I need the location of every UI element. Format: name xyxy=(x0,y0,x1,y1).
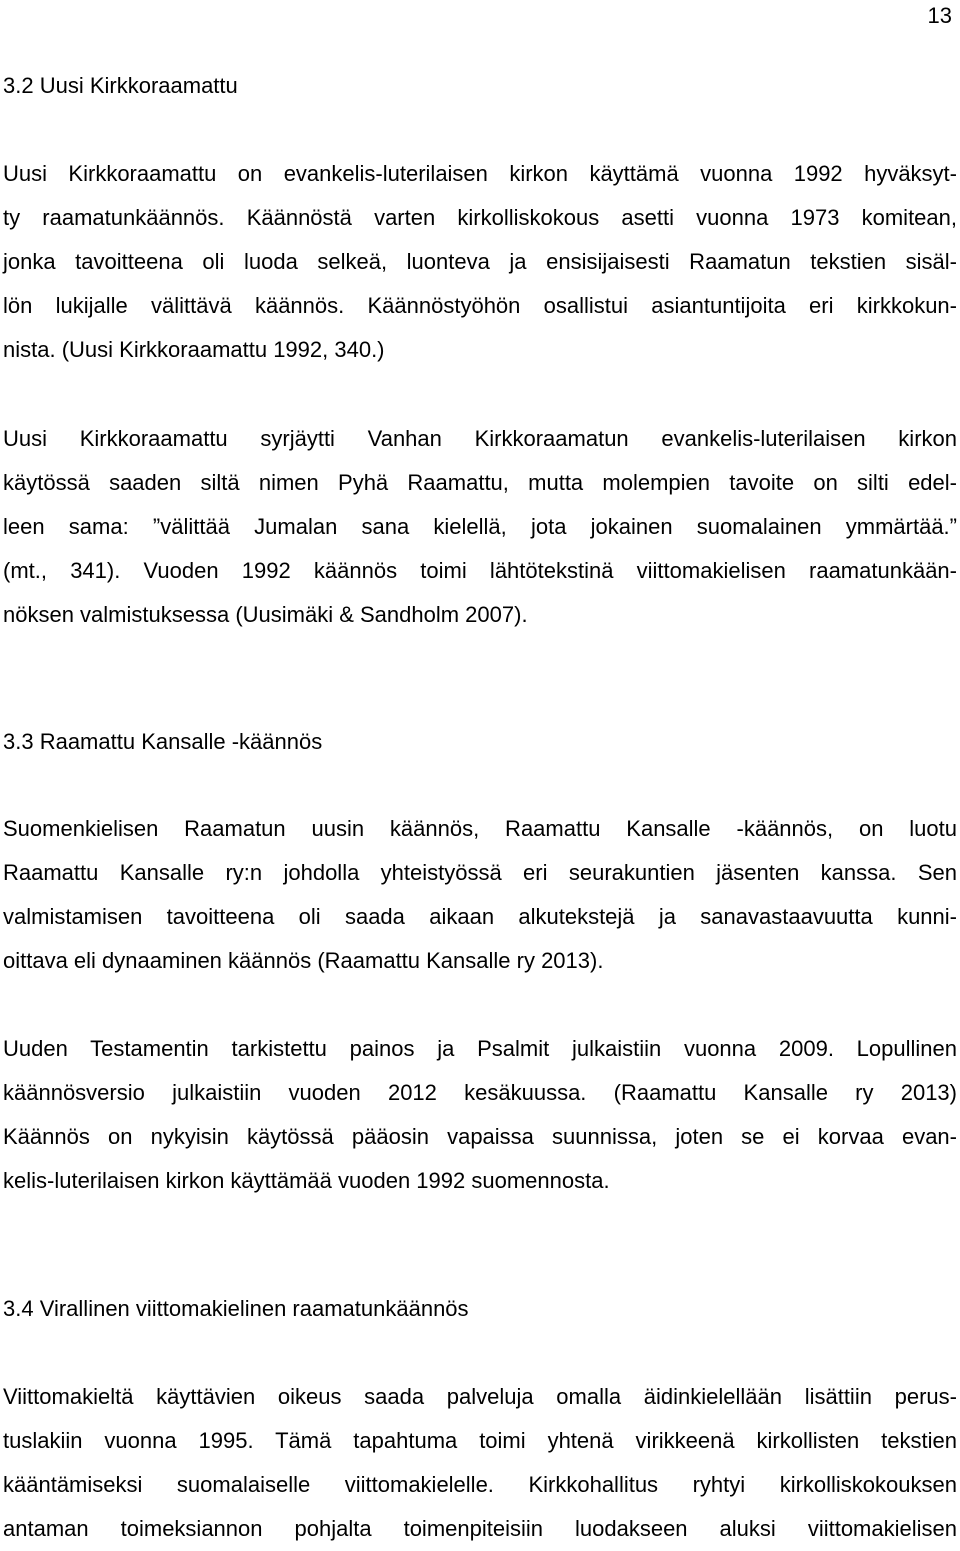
paragraph-line: (mt., 341). Vuoden 1992 käännös toimi lähtötekstinä viittomakielisen raamatunkään- xyxy=(3,558,957,583)
paragraph-line: Käännös on nykyisin käytössä pääosin vapaissa suunnissa, joten se ei korvaa evan- xyxy=(3,1124,957,1149)
paragraph-3-2-1 xyxy=(3,152,957,372)
paragraph-line: valmistamisen tavoitteena oli saada aikaan alkutekstejä ja sanavastaavuutta kunni- xyxy=(3,904,957,929)
section-heading-3-3: 3.3 Raamattu Kansalle -käännös xyxy=(3,729,323,754)
paragraph-line: lön lukijalle välittävä käännös. Käännöstyöhön osallistui asiantuntijoita eri kirkkokun- xyxy=(3,293,957,318)
paragraph-line: ty raamatunkäännös. Käännöstä varten kirkolliskokous asetti vuonna 1973 komitean, xyxy=(3,205,957,230)
paragraph-line: Suomenkielisen Raamatun uusin käännös, Raamattu Kansalle -käännös, on luotu xyxy=(3,816,957,841)
paragraph-line: Uuden Testamentin tarkistettu painos ja Psalmit julkaistiin vuonna 2009. Lopullinen xyxy=(3,1036,957,1061)
paragraph-line: nista. (Uusi Kirkkoraamattu 1992, 340.) xyxy=(3,337,385,362)
paragraph-line: kelis-luterilaisen kirkon käyttämää vuoden 1992 suomennosta. xyxy=(3,1168,610,1193)
paragraph-line: oittava eli dynaaminen käännös (Raamattu Kansalle ry 2013). xyxy=(3,948,604,973)
paragraph-line: nöksen valmistuksessa (Uusimäki & Sandholm 2007). xyxy=(3,602,528,627)
paragraph-line: käännösversio julkaistiin vuoden 2012 kesäkuussa. (Raamattu Kansalle ry 2013) xyxy=(3,1080,957,1105)
paragraph-3-3-1 xyxy=(3,807,957,983)
page-number: 13 xyxy=(927,3,952,28)
paragraph-line: Uusi Kirkkoraamattu on evankelis-luterilaisen kirkon käyttämä vuonna 1992 hyväksyt- xyxy=(3,161,957,186)
paragraph-line: tuslakiin vuonna 1995. Tämä tapahtuma toimi yhtenä virikkeenä kirkollisten tekstien xyxy=(3,1428,957,1453)
section-heading-3-4: 3.4 Virallinen viittomakielinen raamatunkäännös xyxy=(3,1296,469,1321)
paragraph-line: käytössä saaden siltä nimen Pyhä Raamattu, mutta molempien tavoite on silti edel- xyxy=(3,470,957,495)
paragraph-line: Viittomakieltä käyttävien oikeus saada palveluja omalla äidinkielellään lisättiin perus- xyxy=(3,1384,957,1409)
paragraph-line: Uusi Kirkkoraamattu syrjäytti Vanhan Kirkkoraamatun evankelis-luterilaisen kirkon xyxy=(3,426,957,451)
paragraph-line: kääntämiseksi suomalaiselle viittomakielelle. Kirkkohallitus ryhtyi kirkolliskokouksen xyxy=(3,1472,957,1497)
paragraph-3-4-1 xyxy=(3,1375,957,1551)
paragraph-3-2-2 xyxy=(3,417,957,637)
paragraph-line: jonka tavoitteena oli luoda selkeä, luonteva ja ensisijaisesti Raamatun tekstien sisäl- xyxy=(3,249,957,274)
paragraph-3-3-2 xyxy=(3,1027,957,1203)
section-heading-3-2: 3.2 Uusi Kirkkoraamattu xyxy=(3,73,238,98)
paragraph-line: leen sama: ”välittää Jumalan sana kielellä, jota jokainen suomalainen ymmärtää.” xyxy=(3,514,957,539)
paragraph-line: antaman toimeksiannon pohjalta toimenpiteisiin luodakseen aluksi viittomakielisen xyxy=(3,1516,957,1541)
paragraph-line: Raamattu Kansalle ry:n johdolla yhteistyössä eri seurakuntien jäsenten kanssa. Sen xyxy=(3,860,957,885)
